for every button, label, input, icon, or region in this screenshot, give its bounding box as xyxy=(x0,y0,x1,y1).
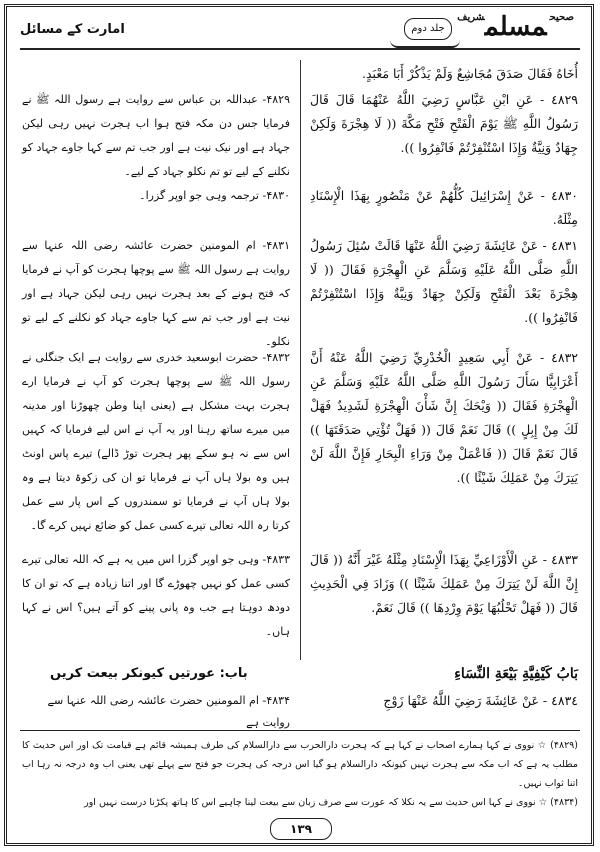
arabic-hadith-4831: ٤٨٣١ - عَنْ عَائِشَةَ رَضِيَ اللَّهُ عَنْهَا قَالَتْ سُئِلَ رَسُولُ اللَّهِ صَلَّى اللَّهُ عَلَيْهِ وَسَلَّمَ عَنِ الْهِجْرَةِ فَقَالَ (( لَا هِجْرَةَ بَعْدَ الْفَتْحِ وَلَكِنْ جِهَادٌ وَنِيَّةٌ وَإِذَا اسْتُنْفِرْتُمْ فَانْفِرُوا )). xyxy=(310,238,578,325)
footnote-4834: (۴۸۳۴) ☆ نووی نے کہا اس حدیث سے یہ نکلا کہ عورت سے صرف زبان سے بیعت لینا چاہیے اس کا ہاتھ پکڑنا درست نہیں اور xyxy=(84,797,578,808)
arabic-hadith-4829: ٤٨٢٩ - عَنِ ابْنِ عَبَّاسٍ رَضِيَ اللَّهُ عَنْهُمَا قَالَ قَالَ رَسُولُ اللَّهِ ﷺ يَوْمَ الْفَتْحِ فَتْحِ مَكَّةَ (( لَا هِجْرَةَ وَلَكِنْ جِهَادٌ وَنِيَّةٌ وَإِذَا اسْتُنْفِرْتُمْ فَانْفِرُوا )). xyxy=(310,92,578,155)
book-title-main: مسلم xyxy=(484,12,547,42)
chapter-heading-arabic: بَابُ كَيْفِيَّةِ بَيْعَةِ النِّسَاءِ xyxy=(454,666,578,682)
footnote-4829: (۴۸۲۹) ☆ نووی نے کہا ہمارے اصحاب نے کہا ہے کہ ہجرت دارالحرب سے دارالسلام کی طرف ہمیشہ قائم ہے قیامت تک اور اس حدیث کا مطلب یہ ہے کہ اب مکہ سے ہجرت نہیں کیونکہ دارالسلام ہو گیا اس درجہ کی ہجرت جو فتح سے پہلے تھی یعنی اب وہ درجہ نہ رہا اب اتنا ثواب نہیں۔ xyxy=(22,740,578,789)
footnotes xyxy=(22,736,578,812)
arabic-hadith-4834: ٤٨٣٤ - عَنْ عَائِشَةَ رَضِيَ اللَّهُ عَنْهَا زَوْجِ xyxy=(383,693,578,708)
running-chapter-title: امارت کے مسائل xyxy=(20,22,125,37)
arabic-text-0: أُخَاهُ فَقَالَ صَدَقَ مُجَاشِعٌ وَلَمْ يَذْكُرْ أَبَا مَعْبَدٍ. xyxy=(362,66,578,81)
urdu-hadith-4830: ۴۸۳۰- ترجمہ وہی جو اوپر گزرا۔ xyxy=(139,189,290,202)
chapter-heading-row xyxy=(20,662,580,692)
footnote-divider xyxy=(20,730,580,731)
header-divider xyxy=(20,48,580,50)
urdu-hadith-4832: ۴۸۳۲- حضرت ابوسعید خدری سے روایت ہے ایک جنگلی نے رسول اللہ ﷺ سے پوچھا ہجرت کو آپ نے فرمایا ارے ہجرت بہت مشکل ہے (یعنی اپنا وطن چھوڑنا اور مدینہ میں میرے ساتھ رہنا اور یہ آپ نے اس لیے فرمایا کہ کہیں اس سے نہ ہو سکے پھر ہجرت توڑ ڈالے) تیرے پاس اونٹ ہیں وہ بولا ہاں آپ نے فرمایا تو ان کی زکوۃ دیتا ہے وہ بولا ہاں آپ نے فرمایا تو سمندروں کے اس پار سے عمل کرتا رہ اللہ تعالی تیرے کسی عمل کو ضائع نہیں کرے گا۔ xyxy=(22,351,290,532)
urdu-hadith-4833: ۴۸۳۳- وہی جو اوپر گزرا اس میں یہ ہے کہ اللہ تعالی تیرے کسی عمل کو نہیں چھوڑے گا اور اتنا زیادہ ہے کہ تو ان کا دودھ دوہتا ہے جب وہ پانی پینے کو آتے ہیں؟ اس نے کہا ہاں۔ xyxy=(22,553,290,638)
urdu-hadith-4831: ۴۸۳۱- ام المومنین حضرت عائشہ رضی اللہ عنہا سے روایت ہے رسول اللہ ﷺ سے پوچھا ہجرت کو آپ نے فرمایا کہ فتح ہونے کے بعد ہجرت نہیں رہی لیکن جہاد ہے اور نیت ہے اور جب تم سے کہا جاوے جہاد کو نکلنے کے لیے تو نکلو۔ xyxy=(22,239,290,348)
book-title-suffix: شریف xyxy=(457,12,485,23)
title-ornament xyxy=(390,40,460,48)
urdu-hadith-4834: ۴۸۳۴- ام المومنین حضرت عائشہ رضی اللہ عنہا سے روایت ہے xyxy=(47,694,290,729)
chapter-heading-urdu: باب: عورتیں کیونکر بیعت کریں xyxy=(50,666,248,681)
page-header xyxy=(20,12,580,46)
book-title-prefix: صحیح xyxy=(549,12,574,23)
page-number: ۱۳۹ xyxy=(270,818,332,840)
arabic-hadith-4832: ٤٨٣٢ - عَنْ أَبِي سَعِيدٍ الْخُدْرِيِّ رَضِيَ اللَّهُ عَنْهُ أَنَّ أَعْرَابِيًّا سَأَلَ رَسُولَ اللَّهِ صَلَّى اللَّهُ عَلَيْهِ وَسَلَّمَ عَنِ الْهِجْرَةِ فَقَالَ (( وَيْحَكَ إِنَّ شَأْنَ الْهِجْرَةِ لَشَدِيدٌ فَهَلْ لَكَ مِنْ إِبِلٍ )) قَالَ نَعَمْ قَالَ (( فَهَلْ تُؤْتِي صَدَقَتَهَا )) قَالَ نَعَمْ قَالَ (( فَاعْمَلْ مِنْ وَرَاءِ الْبِحَارِ فَإِنَّ اللَّهَ لَنْ يَتِرَكَ مِنْ عَمَلِكَ شَيْئًا )). xyxy=(310,350,578,485)
volume-badge: جلد دوم xyxy=(404,18,452,40)
book-title xyxy=(454,12,574,42)
arabic-hadith-4830: ٤٨٣٠ - عَنْ إِسْرَائِيلَ كُلُّهُمْ عَنْ مَنْصُورٍ بِهَذَا الْإِسْنَادِ مِثْلَهُ. xyxy=(310,188,578,227)
urdu-hadith-4829: ۴۸۲۹- عبداللہ بن عباس سے روایت ہے رسول اللہ ﷺ نے فرمایا جس دن مکہ فتح ہوا اب ہجرت نہیں رہی لیکن جہاد ہے اور نیک نیت ہے اور جب تم سے کہا جاوے جہاد کو نکلنے کے لیے تو تم نکلو جہاد کے لیے۔ xyxy=(22,93,290,178)
column-divider xyxy=(300,60,301,660)
arabic-hadith-4833: ٤٨٣٣ - عَنِ الْأَوْزَاعِيِّ بِهَذَا الْإِسْنَادِ مِثْلَهُ غَيْرَ أَنَّهُ (( قَالَ إِنَّ اللَّهَ لَنْ يَتِرَكَ مِنْ عَمَلِكَ شَيْئًا )) وَزَادَ فِي الْحَدِيثِ قَالَ (( فَهَلْ تَحْلُبُهَا يَوْمَ وِرْدِهَا )) قَالَ نَعَمْ. xyxy=(310,552,578,615)
